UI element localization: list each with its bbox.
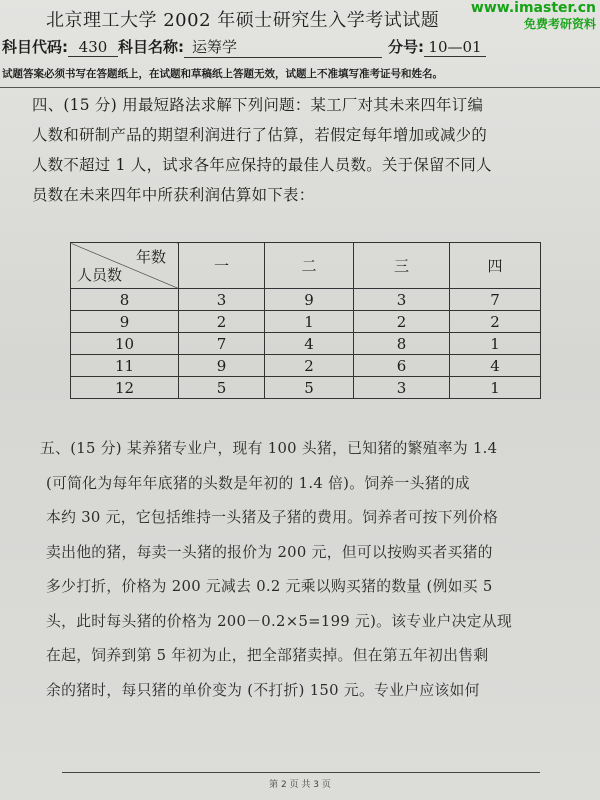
question-4-text <box>32 90 568 210</box>
watermark-site: www.imaster.cn <box>470 0 596 16</box>
profit-cell: 7 <box>179 333 265 355</box>
table-row <box>71 289 541 311</box>
exam-notice: 试题答案必须书写在答题纸上，在试题和草稿纸上答题无效，试题上不准填写准考证号和姓名。 <box>2 68 443 80</box>
profit-cell: 3 <box>354 289 450 311</box>
page-number: 第 2 页 共 3 页 <box>269 780 331 790</box>
subject-code: 430 <box>68 38 118 57</box>
profit-cell: 2 <box>354 311 450 333</box>
year-header: 二 <box>265 243 354 289</box>
profit-cell: 5 <box>179 377 265 399</box>
staff-cell: 12 <box>71 377 179 399</box>
text-line: 本约 30 元，它包括维持一头猪及子猪的费用。饲养者可按下列价格 <box>46 509 499 526</box>
staff-cell: 8 <box>71 289 179 311</box>
question-5-text <box>40 432 560 708</box>
text-line: 四、(15 分) 用最短路法求解下列问题：某工厂对其未来四年订编 <box>32 96 484 114</box>
profit-cell: 8 <box>354 333 450 355</box>
profit-cell: 7 <box>450 289 541 311</box>
exam-title: 北京理工大学 2002 年硕士研究生入学考试试题 <box>46 10 440 31</box>
corner-label-staff: 人员数 <box>77 266 123 284</box>
year-header: 一 <box>179 243 265 289</box>
profit-table <box>70 242 541 399</box>
text-line: 多少打折，价格为 200 元减去 0.2 元乘以购买猪的数量 (例如买 5 <box>46 578 493 595</box>
profit-cell: 9 <box>179 355 265 377</box>
footer-divider <box>62 772 540 773</box>
profit-cell: 9 <box>265 289 354 311</box>
profit-cell: 6 <box>354 355 450 377</box>
subject-info-row <box>2 36 592 58</box>
profit-cell: 1 <box>450 333 541 355</box>
subject-code-label: 科目代码: <box>2 38 68 56</box>
staff-cell: 10 <box>71 333 179 355</box>
text-line: (可简化为每年年底猪的头数是年初的 1.4 倍)。饲养一头猪的成 <box>46 474 471 492</box>
profit-cell: 2 <box>450 311 541 333</box>
year-header: 三 <box>354 243 450 289</box>
text-line: 人数不超过 1 人，试求各年应保持的最佳人员数。关于保留不同人 <box>32 156 492 174</box>
text-line: 头，此时每头猪的价格为 200－0.2×5=199 元)。该专业户决定从现 <box>46 612 513 630</box>
profit-cell: 5 <box>265 377 354 399</box>
profit-cell: 2 <box>265 355 354 377</box>
profit-cell: 4 <box>450 355 541 377</box>
text-line: 五、(15 分) 某养猪专业户，现有 100 头猪，已知猪的繁殖率为 1.4 <box>40 440 498 457</box>
staff-cell: 11 <box>71 355 179 377</box>
table-corner-cell <box>71 243 179 289</box>
profit-cell: 4 <box>265 333 354 355</box>
profit-cell: 2 <box>179 311 265 333</box>
text-line: 卖出他的猪，每卖一头猪的报价为 200 元，但可以按购买者买猪的 <box>46 543 493 561</box>
subject-name-label: 科目名称: <box>118 38 184 56</box>
profit-cell: 1 <box>265 311 354 333</box>
notice-divider <box>0 87 600 88</box>
year-header: 四 <box>450 243 541 289</box>
table-header-row <box>71 243 541 289</box>
subject-name: 运筹学 <box>184 36 382 58</box>
corner-label-years: 年数 <box>135 248 166 266</box>
paper-no-label: 分号: <box>388 38 424 56</box>
staff-cell: 9 <box>71 311 179 333</box>
text-line: 余的猪时，每只猪的单价变为 (不打折) 150 元。专业户应该如何 <box>46 681 480 699</box>
text-line: 员数在未来四年中所获利润估算如下表： <box>32 186 315 204</box>
paper-no: 10—01 <box>424 38 486 57</box>
watermark-tag: 免费考研资料 <box>523 17 596 31</box>
table-row <box>71 377 541 399</box>
text-line: 在起，饲养到第 5 年初为止，把全部猪卖掉。但在第五年初出售剩 <box>46 647 489 664</box>
profit-cell: 3 <box>179 289 265 311</box>
table-row <box>71 333 541 355</box>
watermark <box>471 0 596 32</box>
profit-cell: 1 <box>450 377 541 399</box>
text-line: 人数和研制产品的期望利润进行了估算，若假定每年增加或减少的 <box>32 126 488 144</box>
table-row <box>71 311 541 333</box>
table-row <box>71 355 541 377</box>
profit-cell: 3 <box>354 377 450 399</box>
